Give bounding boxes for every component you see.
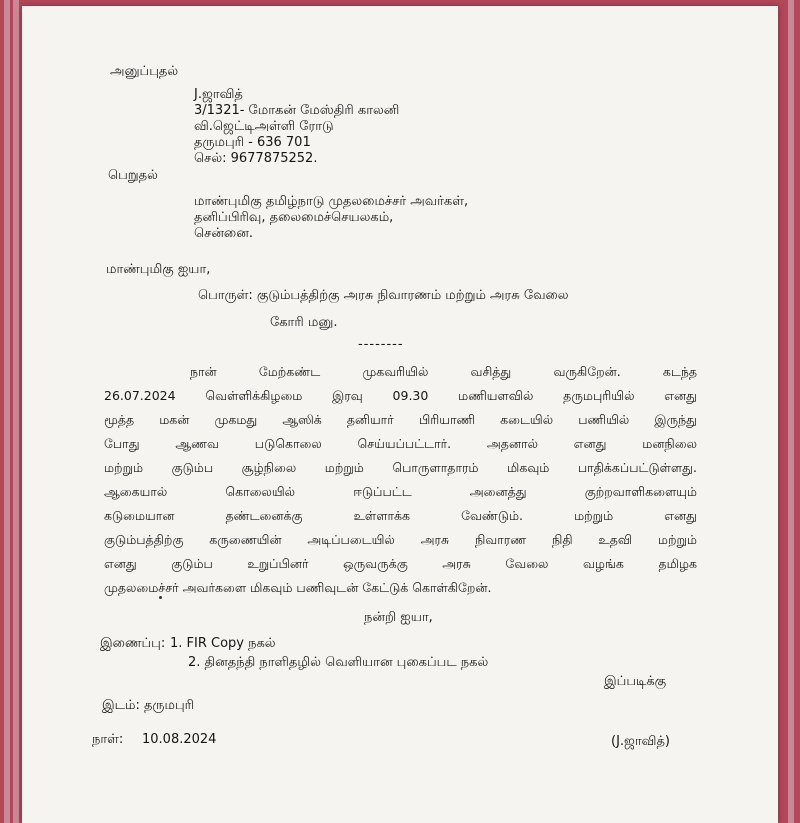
body-line: 26.07.2024 வெள்ளிக்கிழமை இரவு 09.30 மணியளவில் தருமபுரியில் எனது [104, 388, 697, 403]
recipient-address [194, 194, 468, 242]
date-value: 10.08.2024 [142, 732, 217, 747]
sender-road: வி.ஜெட்டிஅள்ளி ரோடு [194, 119, 334, 134]
recipient-title: மாண்புமிகு தமிழ்நாடு முதலமைச்சர் அவர்கள், [194, 194, 469, 209]
sender-name: J.ஜாவித் [194, 87, 243, 102]
body-line: மூத்த மகன் முகமது ஆஸிக் தனியார் பிரியாணி கடையில் பணியில் இருந்து [104, 412, 697, 427]
date-label: நாள்: [92, 732, 124, 747]
body-line: குடும்பத்திற்கு கருணையின் அடிப்படையில் அரசு நிவாரண நிதி உதவி மற்றும் [104, 532, 697, 547]
place: இடம்: தருமபுரி [102, 698, 194, 713]
body-line: மற்றும் குடும்ப சூழ்நிலை மற்றும் பொருளாதாரம் மிகவும் பாதிக்கப்பட்டுள்ளது. [104, 460, 697, 475]
recipient-department: தனிப்பிரிவு, தலைமைச்செயலகம், [194, 210, 394, 225]
closing: நன்றி ஐயா, [364, 610, 433, 625]
sender-street: 3/1321- மோகன் மேஸ்திரி காலனி [194, 103, 400, 118]
to-label: பெறுதல் [108, 168, 158, 183]
body-line: முதலமைச்சர் அவர்களை மிகவும் பணிவுடன் கேட்டுக் கொள்கிறேன். [104, 580, 492, 595]
signature-name: (J.ஜாவித்) [611, 734, 671, 749]
from-label: அனுப்புதல் [110, 64, 179, 79]
separator: -------- [358, 337, 404, 352]
letter-body [104, 360, 697, 600]
recipient-city: சென்னை. [194, 226, 253, 241]
body-line: நான் மேற்கண்ட முகவரியில் வசித்து வருகிறேன். கடந்த [190, 364, 697, 379]
sender-address [194, 87, 399, 167]
body-line: போது ஆணவ படுகொலை செய்யப்பட்டார். அதனால் எனது மனநிலை [104, 436, 697, 451]
subject-line-2: கோரி மனு. [270, 315, 338, 330]
signoff: இப்படிக்கு [604, 674, 667, 689]
enclosure-item-2: 2. தினதந்தி நாளிதழில் வெளியான புகைப்பட நகல் [188, 655, 489, 670]
enclosures-label: இணைப்பு: [100, 636, 166, 651]
stray-mark [159, 596, 162, 599]
body-line: ஆகையால் கொலையில் ஈடுப்பட்ட அனைத்து குற்றவாளிகளையும் [104, 484, 697, 499]
subject-line-1: பொருள்: குடும்பத்திற்கு அரசு நிவாரணம் மற்றும் அரசு வேலை [198, 288, 569, 303]
body-line: எனது குடும்ப உறுப்பினர் ஒருவருக்கு அரசு வேலை வழங்க தமிழக [104, 556, 697, 571]
salutation: மாண்புமிகு ஐயா, [106, 262, 211, 277]
letter-paper [22, 6, 778, 823]
enclosure-item-1: 1. FIR Copy நகல் [170, 636, 276, 651]
sender-phone: செல்: 9677875252. [194, 151, 318, 166]
body-line: கடுமையான தண்டனைக்கு உள்ளாக்க வேண்டும். மற்றும் எனது [104, 508, 697, 523]
sender-city: தருமபுரி - 636 701 [194, 135, 311, 150]
